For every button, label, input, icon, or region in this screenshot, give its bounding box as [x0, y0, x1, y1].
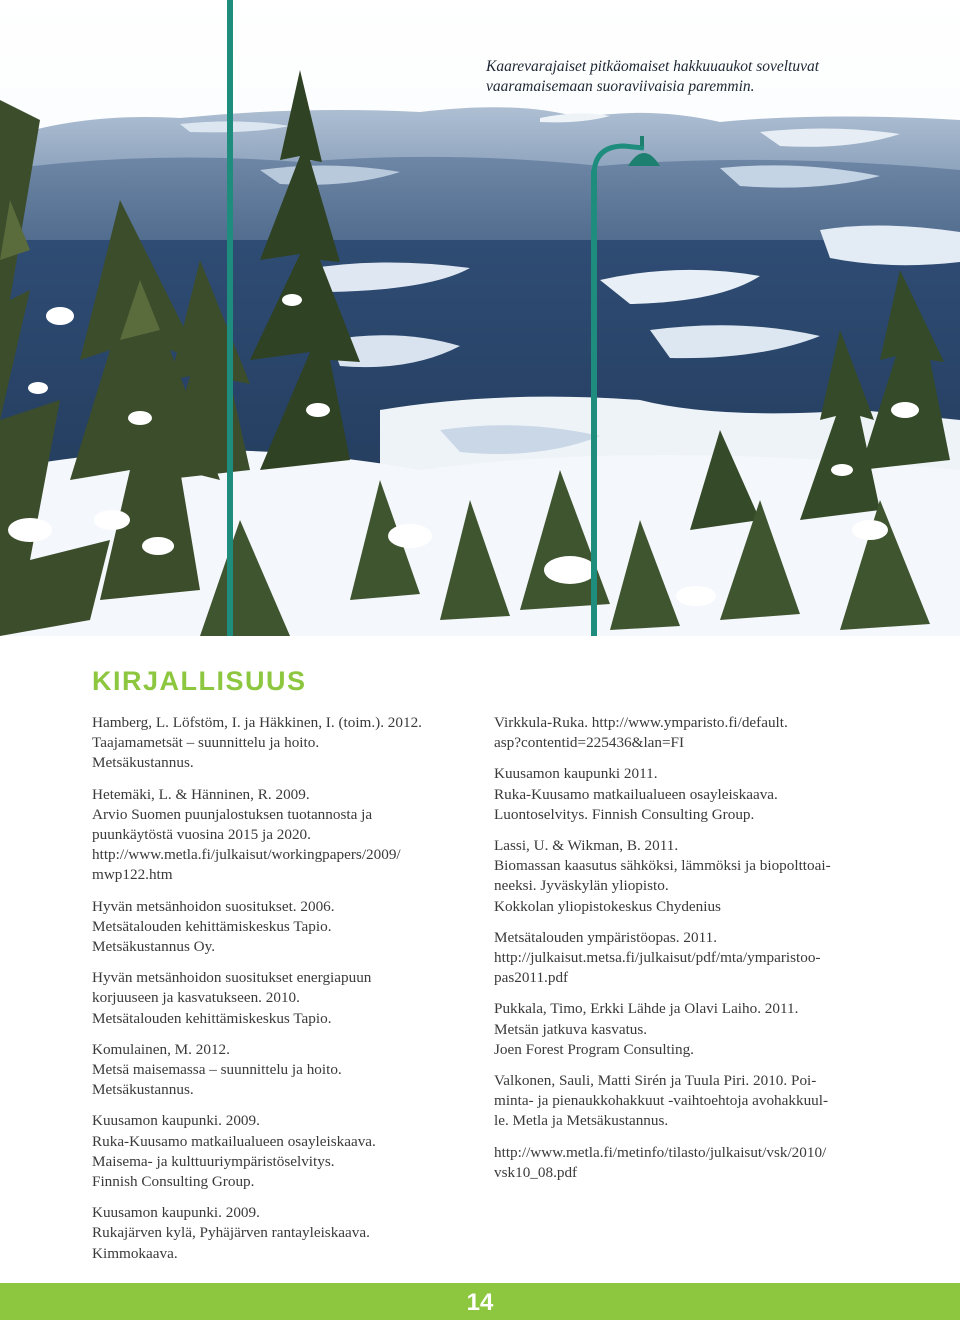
reference-line: le. Metla ja Metsäkustannus.: [494, 1112, 669, 1130]
reference-entry: [92, 713, 464, 774]
reference-line: Biomassan kaasutus sähköksi, lämmöksi ja biopolttoai-: [494, 857, 831, 875]
reference-entry: [92, 897, 464, 958]
reference-link[interactable]: http://www.metla.fi/metinfo/tilasto/julkaisut/vsk/2010/: [494, 1143, 827, 1161]
reference-line: Kokkolan yliopistokeskus Chydenius: [494, 897, 721, 915]
reference-link[interactable]: pas2011.pdf: [494, 969, 569, 987]
reference-line: neeksi. Jyväskylän yliopisto.: [494, 877, 669, 895]
reference-line: Rukajärven kylä, Pyhäjärven rantayleiskaava.: [92, 1224, 370, 1242]
reference-line: Kuusamon kaupunki. 2009.: [92, 1204, 260, 1222]
reference-link[interactable]: mwp122.htm: [92, 866, 173, 884]
photo-caption-line: Kaarevarajaiset pitkäomaiset hakkuuaukot soveltuvat: [486, 58, 820, 75]
reference-link[interactable]: http://www.metla.fi/julkaisut/workingpapers/2009/: [92, 846, 401, 864]
reference-entry: [494, 1071, 874, 1132]
reference-entry: [92, 1111, 464, 1192]
reference-line: Pukkala, Timo, Erkki Lähde ja Olavi Laiho. 2011.: [494, 1000, 799, 1018]
reference-line: Maisema- ja kulttuuriympäristöselvitys.: [92, 1152, 335, 1170]
reference-line: Kimmokaava.: [92, 1244, 178, 1262]
reference-link[interactable]: asp?contentid=225436&lan=FI: [494, 734, 685, 752]
reference-line: Metsäkustannus.: [92, 754, 194, 772]
lamp-pole-tall: [227, 0, 233, 636]
reference-line: Ruka-Kuusamo matkailualueen osayleiskaava.: [494, 785, 778, 803]
reference-line: Metsätalouden kehittämiskeskus Tapio.: [92, 1009, 332, 1027]
reference-line: Joen Forest Program Consulting.: [494, 1040, 694, 1058]
reference-entry: [92, 1040, 464, 1101]
reference-line: Hetemäki, L. & Hänninen, R. 2009.: [92, 785, 310, 803]
reference-line: Metsän jatkuva kasvatus.: [494, 1020, 648, 1038]
reference-line: Metsätalouden ympäristöopas. 2011.: [494, 928, 717, 946]
reference-entry: [494, 836, 874, 917]
reference-line: Hyvän metsänhoidon suositukset energiapuun: [92, 969, 372, 987]
reference-line: Hamberg, L. Löfstöm, I. ja Häkkinen, I. (toim.). 2012.: [92, 714, 422, 731]
reference-line: Taajamametsät – suunnittelu ja hoito.: [92, 734, 320, 752]
reference-line: puunkäytöstä vuosina 2015 ja 2020.: [92, 826, 311, 844]
reference-line: korjuuseen ja kasvatukseen. 2010.: [92, 989, 300, 1007]
reference-entry: [494, 764, 874, 825]
reference-link[interactable]: vsk10_08.pdf: [494, 1163, 578, 1181]
reference-line: Valkonen, Sauli, Matti Sirén ja Tuula Piri. 2010. Poi-: [494, 1072, 817, 1090]
reference-line: Metsä maisemassa – suunnittelu ja hoito.: [92, 1061, 342, 1079]
reference-line: minta- ja pienaukkohakkuut -vaihtoehtoja avohakkuul-: [494, 1092, 829, 1110]
reference-link[interactable]: http://julkaisut.metsa.fi/julkaisut/pdf/mta/ymparistoo-: [494, 949, 821, 967]
reference-line: Kuusamon kaupunki 2011.: [494, 765, 658, 783]
reference-line: Lassi, U. & Wikman, B. 2011.: [494, 837, 679, 855]
reference-entry: [494, 713, 874, 753]
reference-entry: [92, 785, 464, 886]
reference-line: Luontoselvitys. Finnish Consulting Group.: [494, 805, 755, 823]
reference-entry: [494, 1143, 874, 1183]
reference-entry: [92, 968, 464, 1029]
section-title: KIRJALLISUUS: [92, 666, 307, 696]
reference-line: Finnish Consulting Group.: [92, 1173, 255, 1191]
reference-line: Kuusamon kaupunki. 2009.: [92, 1112, 260, 1130]
reference-entry: [494, 928, 874, 989]
reference-entry: [92, 1203, 464, 1264]
reference-line: Arvio Suomen puunjalostuksen tuotannosta ja: [92, 805, 373, 823]
reference-link[interactable]: Virkkula-Ruka. http://www.ymparisto.fi/default.: [494, 714, 788, 731]
reference-line: Metsätalouden kehittämiskeskus Tapio.: [92, 917, 332, 935]
reference-line: Metsäkustannus.: [92, 1081, 194, 1099]
references-right-column: [494, 713, 874, 1194]
reference-entry: [494, 999, 874, 1060]
references-left-column: [92, 713, 464, 1275]
reference-line: Ruka-Kuusamo matkailualueen osayleiskaava.: [92, 1132, 376, 1150]
photo-caption-line: vaaramaisemaan suoraviivaisia paremmin.: [486, 78, 755, 95]
page-number: 14: [466, 1289, 494, 1316]
reference-line: Metsäkustannus Oy.: [92, 938, 216, 956]
reference-line: Komulainen, M. 2012.: [92, 1040, 230, 1058]
photo-caption: [486, 57, 926, 97]
reference-line: Hyvän metsänhoidon suositukset. 2006.: [92, 897, 335, 915]
